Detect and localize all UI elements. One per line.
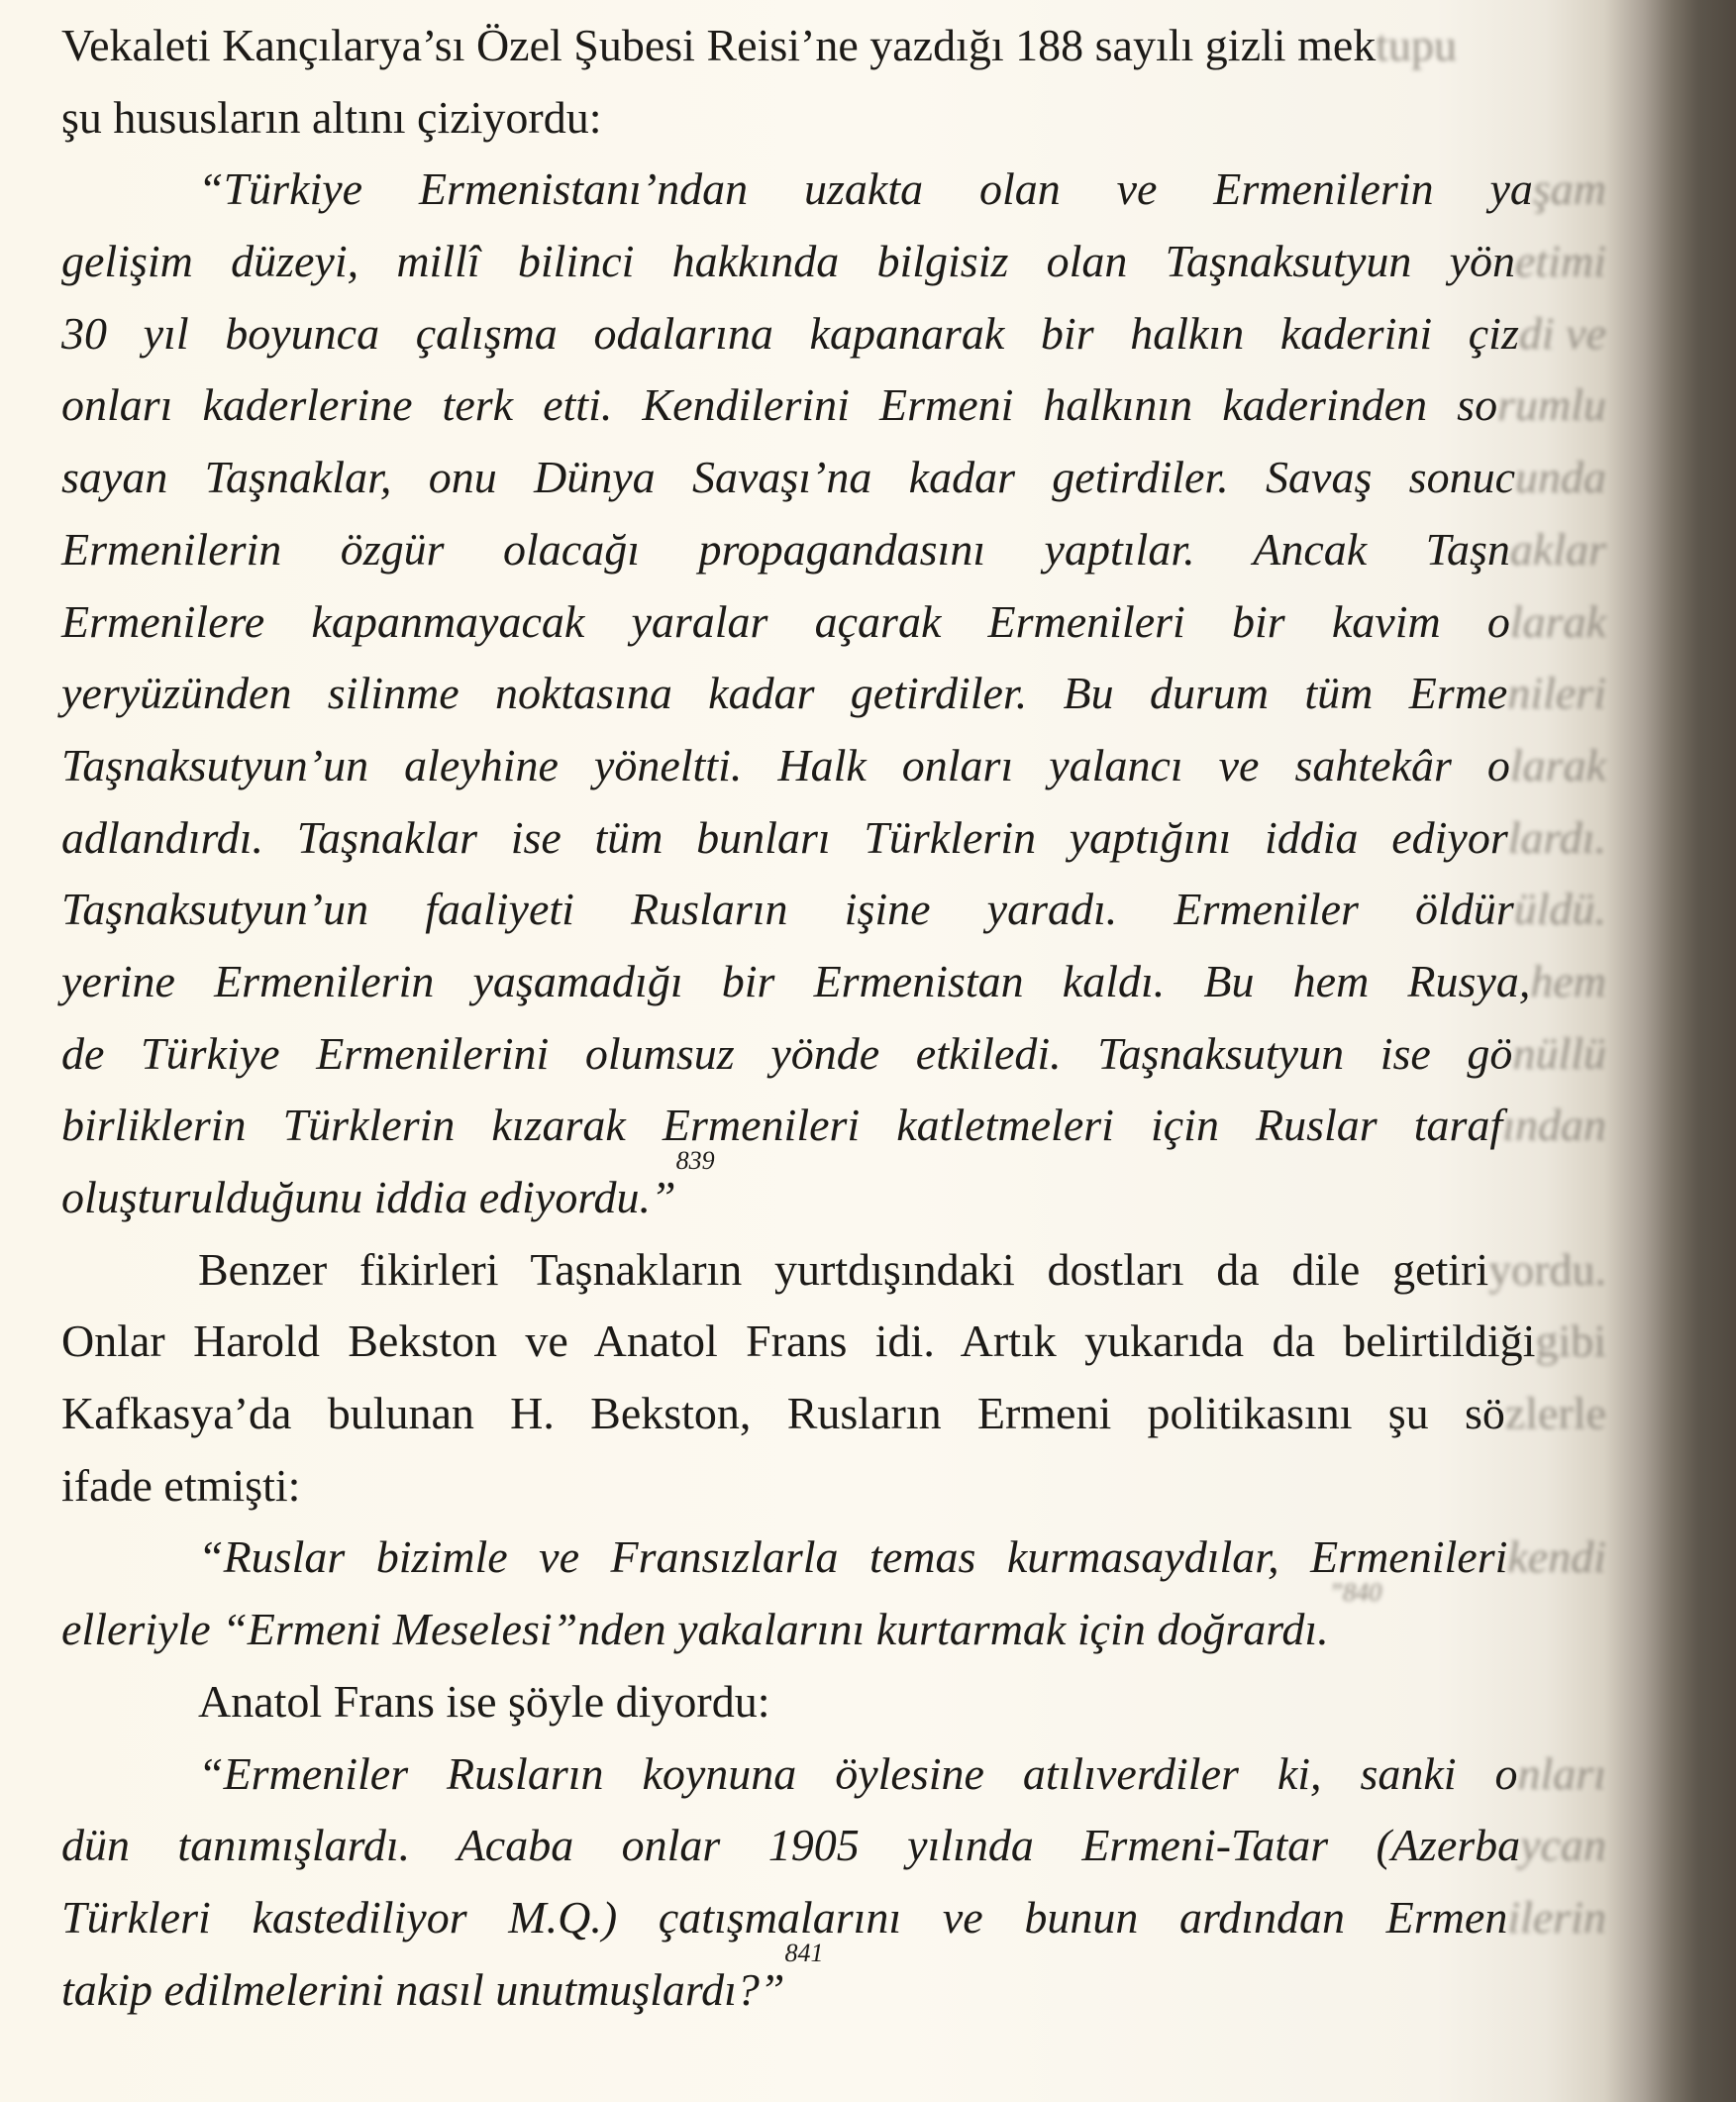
text-line [61, 1938, 1626, 2027]
gutter-blurred-text: etimi [1515, 236, 1606, 287]
text-line [61, 1882, 1626, 1954]
line-text: Kafkasya’da bulunan H. Bekston, Rusların Ermeni politikasını şu sö [61, 1388, 1505, 1439]
gutter-blurred-text: şam [1532, 163, 1606, 215]
text-line [61, 730, 1626, 802]
line-text: Vekaleti Kançılarya’sı Özel Şubesi Reisi’ne yazdığı 188 sayılı gizli mek [61, 20, 1377, 70]
line-text: ifade etmişti: [61, 1459, 301, 1511]
gutter-blurred-text: nları [1517, 1747, 1606, 1799]
gutter-blurred-text: yordu. [1488, 1243, 1606, 1295]
text-line [61, 1666, 1626, 1738]
text-line [61, 1146, 1626, 1234]
text-line [61, 1578, 1626, 1666]
line-text: Ermenilerin özgür olacağı propagandasını yaptılar. Ancak Taşn [61, 523, 1510, 575]
gutter-blurred-text: larak [1509, 595, 1606, 647]
line-text: de Türkiye Ermenilerini olumsuz yönde etkiledi. Taşnaksutyun ise gö [61, 1027, 1513, 1079]
footnote-ref: 839 [675, 1146, 715, 1175]
text-line [61, 1522, 1626, 1594]
line-text: Taşnaksutyun’un aleyhine yöneltti. Halk onları yalancı ve sahtekâr o [61, 739, 1510, 790]
gutter-blurred-text: ından [1502, 1100, 1606, 1151]
gutter-blurred-text: tupu [1376, 20, 1458, 70]
line-text: şu hususların altını çiziyordu: [61, 91, 602, 143]
footnote-ref: 841 [784, 1938, 824, 1967]
text-line [61, 369, 1626, 442]
gutter-blurred-text: nileri [1507, 668, 1606, 719]
body-text [61, 10, 1626, 2026]
line-text: takip edilmelerini nasıl unutmuşlardı?” [61, 1963, 785, 2015]
text-line [61, 1738, 1626, 1811]
gutter-blurred-text: lardı. [1507, 811, 1606, 863]
line-text: dün tanımışlardı. Acaba onlar 1905 yılında Ermeni-Tatar (Azerba [61, 1820, 1521, 1871]
text-line [61, 298, 1626, 370]
line-text: birliklerin Türklerin kızarak Ermenileri katletmeleri için Ruslar taraf [61, 1100, 1503, 1151]
text-line [61, 1378, 1626, 1450]
line-text: yerine Ermenilerin yaşamadığı bir Ermenistan kaldı. Bu hem Rusya, [61, 955, 1531, 1006]
line-text: Türkleri kastediliyor M.Q.) çatışmalarını ve bunun ardından Ermen [61, 1891, 1508, 1943]
line-text: oluşturulduğunu iddia ediyordu.” [61, 1172, 676, 1222]
text-line [61, 1090, 1626, 1162]
gutter-blurred-text: kendi [1507, 1531, 1606, 1583]
gutter-blurred-text: gibi [1535, 1315, 1606, 1367]
text-line [61, 1450, 1626, 1523]
footnote-ref-faded: ”840 [1328, 1578, 1382, 1608]
text-line [61, 1306, 1626, 1378]
text-line [61, 1810, 1626, 1882]
text-line [61, 10, 1626, 82]
line-text: elleriyle “Ermeni Meselesi”nden yakalarını kurtarmak için doğrardı. [61, 1604, 1329, 1655]
gutter-blurred-text: larak [1509, 739, 1606, 790]
text-line [61, 514, 1626, 586]
gutter-blurred-text: di ve [1518, 307, 1606, 359]
text-line [61, 82, 1626, 155]
text-line [61, 658, 1626, 730]
gutter-blurred-text: aklar [1509, 523, 1606, 575]
text-line [61, 802, 1626, 875]
line-text: “Türkiye Ermenistanı’ndan uzakta olan ve Ermenilerin ya [198, 163, 1533, 215]
text-line [61, 442, 1626, 514]
line-text: sayan Taşnaklar, onu Dünya Savaşı’na kadar getirdiler. Savaş sonuc [61, 452, 1515, 503]
gutter-blurred-text: zlerle [1504, 1388, 1606, 1439]
gutter-blurred-text: ilerin [1507, 1891, 1606, 1943]
line-text: adlandırdı. Taşnaklar ise tüm bunları Türklerin yaptığını iddia ediyor [61, 811, 1508, 863]
line-text: Anatol Frans ise şöyle diyordu: [198, 1675, 770, 1727]
line-text: gelişim düzeyi, millî bilinci hakkında bilgisiz olan Taşnaksutyun yön [61, 236, 1516, 287]
line-text: Onlar Harold Bekston ve Anatol Frans idi. Artık yukarıda da belirtildiği [61, 1315, 1536, 1367]
gutter-blurred-text: unda [1515, 452, 1606, 503]
gutter-blurred-text: üldü. [1513, 884, 1606, 935]
text-line [61, 1234, 1626, 1307]
text-line [61, 946, 1626, 1018]
line-text: Taşnaksutyun’un faaliyeti Rusların işine yaradı. Ermeniler öldür [61, 884, 1514, 935]
gutter-blurred-text: hem [1530, 955, 1606, 1006]
line-text: Ermenilere kapanmayacak yaralar açarak Ermenileri bir kavim o [61, 595, 1510, 647]
line-text: “Ruslar bizimle ve Fransızlarla temas kurmasaydılar, Ermenileri [198, 1531, 1508, 1583]
gutter-blurred-text: rumlu [1497, 379, 1606, 431]
text-line [61, 1018, 1626, 1091]
text-line [61, 154, 1626, 226]
gutter-blurred-text: nüllü [1512, 1027, 1606, 1079]
line-text: Benzer fikirleri Taşnakların yurtdışındaki dostları da dile getiri [198, 1243, 1489, 1295]
line-text: 30 yıl boyunca çalışma odalarına kapanarak bir halkın kaderini çiz [61, 307, 1519, 359]
line-text: yeryüzünden silinme noktasına kadar getirdiler. Bu durum tüm Erme [61, 668, 1508, 719]
text-line [61, 874, 1626, 946]
text-line [61, 226, 1626, 298]
line-text: “Ermeniler Rusların koynuna öylesine atılıverdiler ki, sanki o [198, 1747, 1518, 1799]
text-line [61, 586, 1626, 659]
line-text: onları kaderlerine terk etti. Kendilerini Ermeni halkının kaderinden so [61, 379, 1498, 431]
gutter-blurred-text: ycan [1520, 1820, 1606, 1871]
